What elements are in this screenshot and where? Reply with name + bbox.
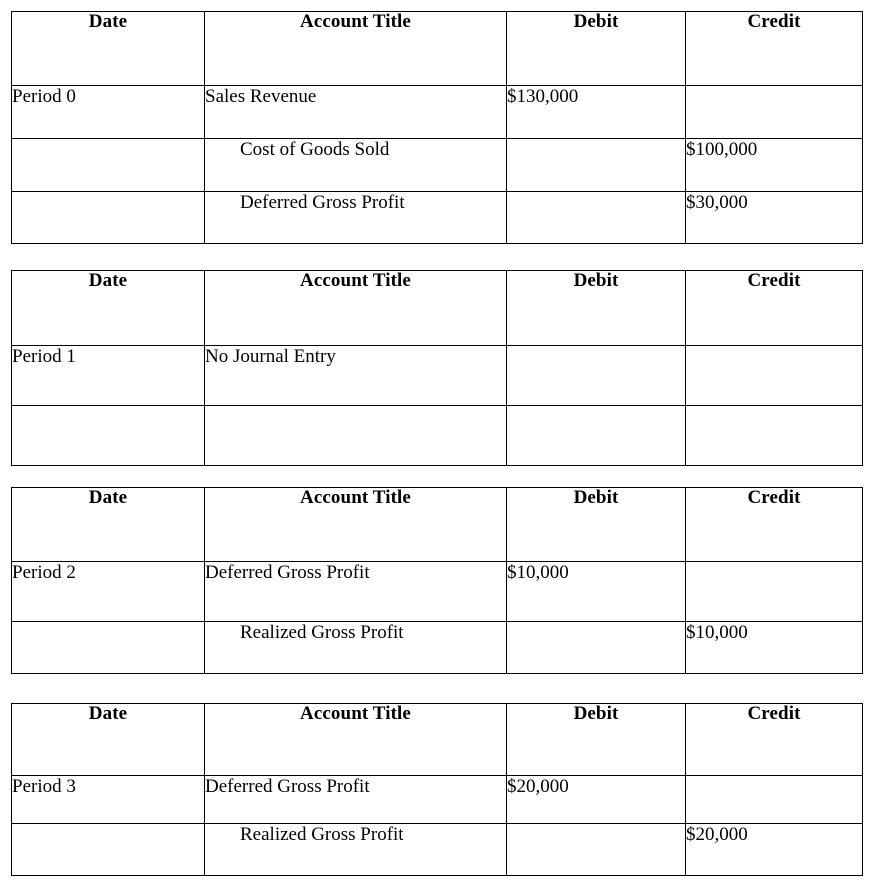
column-header-account-title: Account Title <box>205 488 507 562</box>
cell-debit <box>507 192 686 244</box>
column-header-debit: Debit <box>507 271 686 346</box>
journal-entry-table-period-2 <box>11 487 863 674</box>
column-header-account-title: Account Title <box>205 271 507 346</box>
table-row <box>12 86 863 139</box>
cell-date <box>12 139 205 192</box>
column-header-account-title: Account Title <box>205 12 507 86</box>
cell-date <box>12 192 205 244</box>
cell-account: Deferred Gross Profit <box>205 776 507 824</box>
journal-entry-table-period-1 <box>11 270 863 466</box>
column-header-date: Date <box>12 704 205 776</box>
cell-account: Realized Gross Profit <box>205 824 507 876</box>
cell-debit <box>507 139 686 192</box>
column-header-credit: Credit <box>686 271 863 346</box>
table-row <box>12 824 863 876</box>
table-header-row <box>12 12 863 86</box>
cell-credit <box>686 346 863 406</box>
cell-date: Period 0 <box>12 86 205 139</box>
cell-date <box>12 406 205 466</box>
cell-account: Sales Revenue <box>205 86 507 139</box>
cell-credit <box>686 406 863 466</box>
column-header-debit: Debit <box>507 704 686 776</box>
column-header-debit: Debit <box>507 488 686 562</box>
journal-entry-table-period-0 <box>11 11 863 244</box>
cell-debit <box>507 622 686 674</box>
cell-debit <box>507 346 686 406</box>
column-header-credit: Credit <box>686 488 863 562</box>
cell-credit <box>686 776 863 824</box>
table-row <box>12 406 863 466</box>
column-header-debit: Debit <box>507 12 686 86</box>
table-header-row <box>12 704 863 776</box>
cell-date: Period 2 <box>12 562 205 622</box>
cell-credit <box>686 86 863 139</box>
column-header-credit: Credit <box>686 704 863 776</box>
cell-account: Deferred Gross Profit <box>205 562 507 622</box>
table-row <box>12 346 863 406</box>
column-header-credit: Credit <box>686 12 863 86</box>
cell-debit <box>507 406 686 466</box>
cell-credit: $30,000 <box>686 192 863 244</box>
cell-credit: $10,000 <box>686 622 863 674</box>
cell-credit <box>686 562 863 622</box>
table-row <box>12 562 863 622</box>
table-header-row <box>12 271 863 346</box>
cell-account: Cost of Goods Sold <box>205 139 507 192</box>
column-header-date: Date <box>12 271 205 346</box>
cell-credit: $100,000 <box>686 139 863 192</box>
table-row <box>12 192 863 244</box>
table-row <box>12 776 863 824</box>
column-header-date: Date <box>12 488 205 562</box>
table-header-row <box>12 488 863 562</box>
cell-account: Realized Gross Profit <box>205 622 507 674</box>
cell-date: Period 1 <box>12 346 205 406</box>
cell-date: Period 3 <box>12 776 205 824</box>
cell-debit: $130,000 <box>507 86 686 139</box>
column-header-account-title: Account Title <box>205 704 507 776</box>
cell-account <box>205 406 507 466</box>
cell-account: No Journal Entry <box>205 346 507 406</box>
cell-account: Deferred Gross Profit <box>205 192 507 244</box>
cell-debit: $10,000 <box>507 562 686 622</box>
cell-debit: $20,000 <box>507 776 686 824</box>
table-row <box>12 622 863 674</box>
journal-entry-table-period-3 <box>11 703 863 876</box>
column-header-date: Date <box>12 12 205 86</box>
cell-date <box>12 824 205 876</box>
cell-credit: $20,000 <box>686 824 863 876</box>
cell-debit <box>507 824 686 876</box>
table-row <box>12 139 863 192</box>
cell-date <box>12 622 205 674</box>
